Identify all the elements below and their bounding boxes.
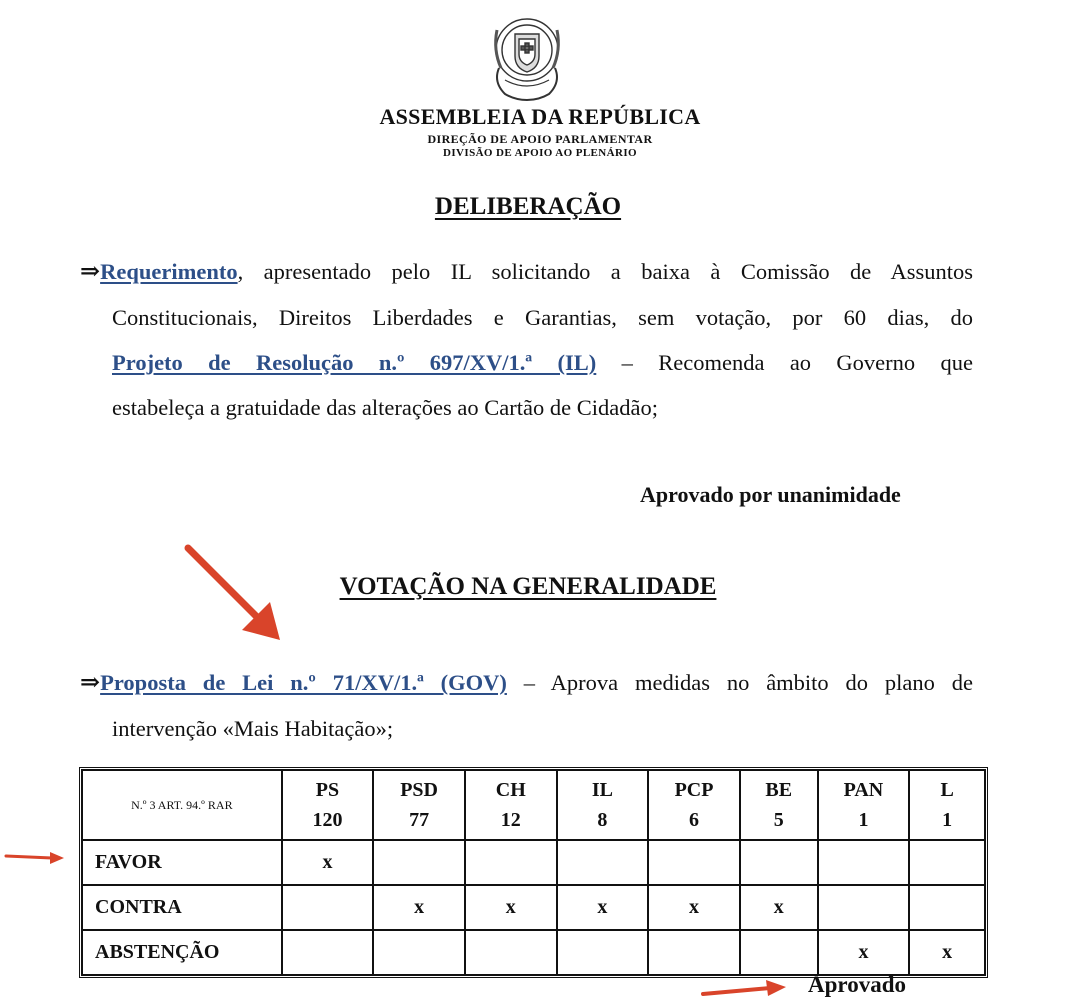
- party-name: CH: [495, 779, 526, 801]
- table-row: [82, 885, 985, 930]
- vote-cell: x: [557, 885, 649, 930]
- vote-cell: [740, 930, 818, 975]
- row-label: CONTRA: [82, 885, 282, 930]
- deliberation-title: DELIBERAÇÃO: [434, 193, 622, 220]
- party-seats: 12: [500, 809, 521, 831]
- vote-cell: x: [282, 840, 374, 885]
- department-name: DIREÇÃO DE APOIO PARLAMENTAR: [427, 132, 653, 146]
- deliberation-paragraph: [80, 249, 973, 430]
- organization-name: ASSEMBLEIA DA REPÚBLICA: [379, 104, 701, 129]
- party-seats: 1: [858, 809, 869, 831]
- vote-cell: [373, 840, 465, 885]
- table-row: [82, 930, 985, 975]
- party-name: IL: [591, 779, 613, 801]
- party-seats: 5: [773, 809, 784, 831]
- vote-cell: x: [818, 930, 910, 975]
- party-seats: 77: [409, 809, 430, 831]
- party-seats: 1: [942, 809, 953, 831]
- party-name: BE: [765, 779, 793, 801]
- bullet-arrow-icon: ⇒: [80, 670, 101, 696]
- party-seats: 120: [312, 809, 343, 831]
- vote-result: Aprovado: [808, 972, 906, 997]
- party-header: [465, 770, 557, 840]
- party-header: [909, 770, 985, 840]
- vote-cell: [648, 840, 740, 885]
- party-header: [557, 770, 649, 840]
- vote-cell: [465, 840, 557, 885]
- paragraph-line: [80, 660, 973, 706]
- vote-table: [79, 767, 988, 978]
- vote-cell: [465, 930, 557, 975]
- requerimento-link[interactable]: Requerimento: [100, 259, 238, 284]
- vote-cell: x: [648, 885, 740, 930]
- coat-of-arms-icon: [485, 10, 569, 104]
- vote-cell: x: [465, 885, 557, 930]
- projeto-resolucao-link[interactable]: Projeto de Resolução n.º 697/XV/1.ª (IL): [112, 350, 597, 375]
- vote-cell: [282, 930, 374, 975]
- red-annotation-arrow-icon: [4, 848, 66, 868]
- proposta-lei-link[interactable]: Proposta de Lei n.º 71/XV/1.ª (GOV): [100, 670, 507, 695]
- party-name: PCP: [674, 779, 714, 801]
- party-header: [818, 770, 910, 840]
- division-name: DIVISÃO DE APOIO AO PLENÁRIO: [443, 147, 637, 159]
- party-header: [282, 770, 374, 840]
- vote-cell: [648, 930, 740, 975]
- deliberation-result: Aprovado por unanimidade: [640, 482, 901, 507]
- paragraph-text: Constitucionais, Direitos Liberdades e Garantias, sem votação, por 60 dias, do: [112, 305, 973, 330]
- party-name: L: [940, 779, 954, 801]
- paragraph-text: – Aprova medidas no âmbito do plano de: [506, 670, 973, 695]
- paragraph-line: [80, 295, 973, 340]
- vote-cell: x: [373, 885, 465, 930]
- party-name: PS: [315, 779, 340, 801]
- vote-cell: [909, 885, 985, 930]
- red-annotation-arrow-icon: [700, 978, 788, 1002]
- paragraph-line: [80, 249, 973, 295]
- vote-cell: [282, 885, 374, 930]
- bullet-arrow-icon: ⇒: [80, 259, 101, 285]
- vote-cell: [909, 840, 985, 885]
- paragraph-text: intervenção «Mais Habitação»;: [112, 716, 394, 741]
- party-seats: 8: [597, 809, 608, 831]
- paragraph-line: [80, 706, 973, 751]
- vote-section-title: VOTAÇÃO NA GENERALIDADE: [339, 573, 717, 600]
- vote-cell: [373, 930, 465, 975]
- party-seats: 6: [689, 809, 700, 831]
- party-header: [648, 770, 740, 840]
- paragraph-text: estabeleça a gratuidade das alterações ao Cartão de Cidadão;: [112, 395, 658, 420]
- paragraph-line: [80, 385, 973, 430]
- vote-cell: [557, 840, 649, 885]
- paragraph-text: , apresentado pelo IL solicitando a baixa à Comissão de Assuntos: [237, 259, 973, 284]
- vote-cell: [740, 840, 818, 885]
- table-corner-label: N.º 3 ART. 94.º RAR: [82, 770, 282, 840]
- party-name: PSD: [400, 779, 439, 801]
- party-header: [740, 770, 818, 840]
- party-name: PAN: [843, 779, 884, 801]
- vote-cell: [557, 930, 649, 975]
- row-label: FAVOR: [82, 840, 282, 885]
- proposal-paragraph: [80, 660, 973, 751]
- vote-cell: x: [909, 930, 985, 975]
- paragraph-text: – Recomenda ao Governo que: [596, 350, 973, 375]
- vote-cell: [818, 840, 910, 885]
- vote-cell: [818, 885, 910, 930]
- paragraph-line: [80, 340, 973, 385]
- row-label: ABSTENÇÃO: [82, 930, 282, 975]
- table-row: [82, 840, 985, 885]
- vote-cell: x: [740, 885, 818, 930]
- table-header-row: [82, 770, 985, 840]
- party-header: [373, 770, 465, 840]
